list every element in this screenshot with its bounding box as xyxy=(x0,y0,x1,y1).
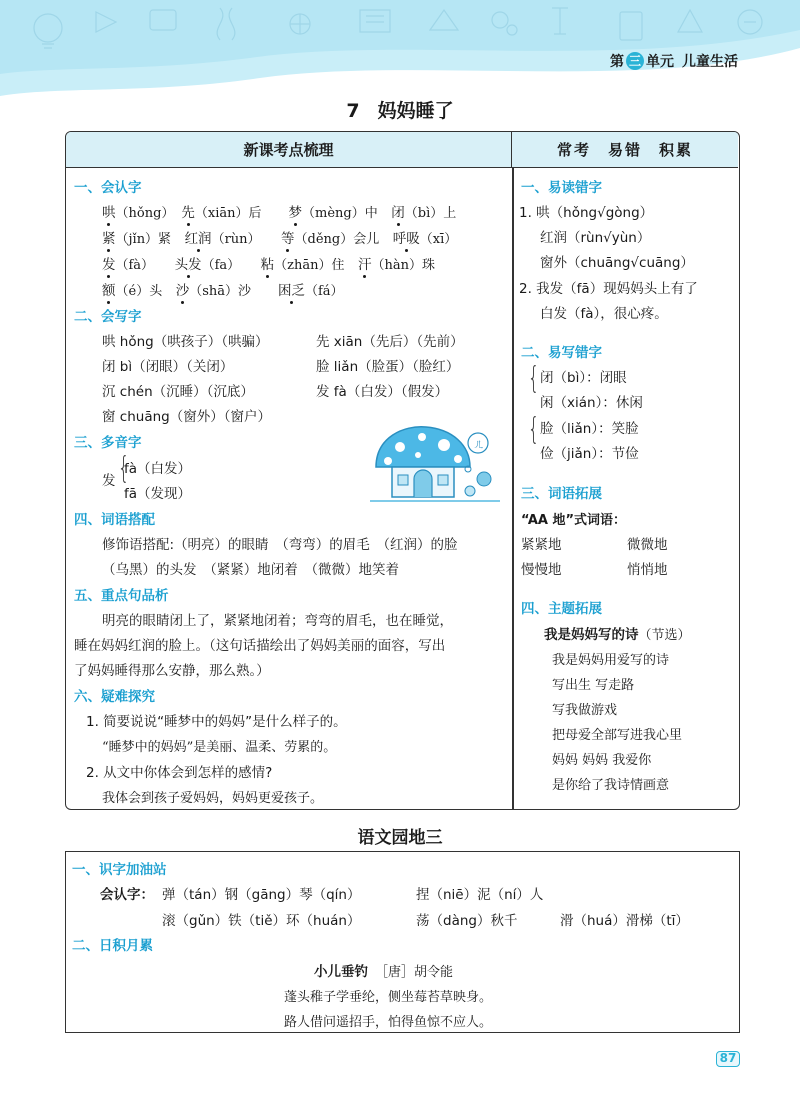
answer: “睡梦中的妈妈”是美丽、温柔、劳累的。 xyxy=(102,740,337,755)
right-column-header: 常考 易错 积累 xyxy=(512,132,738,168)
word-item: 慢慢地 xyxy=(521,562,562,578)
unit-name: 儿童生活 xyxy=(682,54,738,70)
poem-title: 我是妈妈写的诗（节选） xyxy=(544,627,691,643)
recognize-label: 会认字： xyxy=(100,887,154,903)
answer: 我体会到孩子爱妈妈，妈妈更爱孩子。 xyxy=(102,791,324,806)
write-item: 窗 chuāng（窗外）（窗户） xyxy=(102,409,271,425)
left-section-title: 五、重点句品析 xyxy=(74,588,169,604)
word-item: 悄悄地 xyxy=(627,562,668,578)
collocation-line: 修饰语搭配:（明亮）的眼睛 （弯弯）的眉毛 （红润）的脸 xyxy=(102,537,458,553)
word-pattern-label: “AA 地”式词语： xyxy=(521,513,627,528)
analysis-line: 睡在妈妈红润的脸上。（这句话描绘出了妈妈美丽的面容，写出 xyxy=(74,638,446,654)
garden-char-group: 捏（niē）泥（ní）人 xyxy=(416,887,544,903)
miswrite-line: 闲（xián）：休闲 xyxy=(540,395,643,411)
write-item: 闭 bì（闭眼）（关闭） xyxy=(102,359,234,375)
write-item: 发 fà（白发）（假发） xyxy=(316,384,449,400)
analysis-line: 了妈妈睡得那么安静，那么熟。） xyxy=(74,663,270,679)
right-section-title: 三、词语拓展 xyxy=(521,486,602,502)
polyphone-reading: fā（发现） xyxy=(124,486,192,502)
garden-section-title: 一、识字加油站 xyxy=(72,862,167,878)
garden-title: 语文园地三 xyxy=(357,828,443,848)
poem-line: 是你给了我诗情画意 xyxy=(552,778,670,793)
question: 2. 从文中你体会到怎样的感情? xyxy=(86,765,273,781)
write-item: 先 xiān（先后）（先前） xyxy=(316,334,464,350)
lesson-name: 妈妈睡了 xyxy=(377,100,454,122)
write-item: 哄 hǒng（哄孩子）（哄骗） xyxy=(102,334,269,350)
page-number: 87 xyxy=(716,1051,740,1067)
miswrite-line: 俭（jiǎn）：节俭 xyxy=(540,446,639,462)
misread-line: 2. 我发（fā）现妈妈头上有了 xyxy=(519,281,698,297)
question: 1. 简要说说“睡梦中的妈妈”是什么样子的。 xyxy=(86,714,347,730)
miswrite-line: 闭（bì）：闭眼 xyxy=(540,370,627,386)
write-item: 沉 chén（沉睡）（沉底） xyxy=(102,384,254,400)
poem-line: 把母爱全部写进我心里 xyxy=(552,728,683,743)
recognize-row: 发（fà） 头发（fa） 粘（zhān）住 汗（hàn）珠 xyxy=(102,257,435,273)
unit-prefix: 第 xyxy=(610,54,624,70)
left-section-title: 四、词语搭配 xyxy=(74,512,155,528)
svg-text:ㄦ: ㄦ xyxy=(473,437,486,451)
garden-section-title: 二、日积月累 xyxy=(72,938,153,954)
recognize-row: 额（é）头 沙（shā）沙 困乏（fá） xyxy=(102,283,344,299)
polyphone-char: 发 xyxy=(102,473,116,489)
left-column-header: 新课考点梳理 xyxy=(66,132,512,168)
misread-line: 1. 哄（hǒng√gòng） xyxy=(519,205,654,221)
garden-char-group: 滑（huá）滑梯（tī） xyxy=(560,913,689,929)
garden-char-group: 弹（tán）钢（gāng）琴（qín） xyxy=(162,887,361,903)
poem-line: 写出生 写走路 xyxy=(552,678,635,693)
unit-suffix: 单元 xyxy=(646,54,674,70)
recognize-row: 哄（hǒng） 先（xiān）后 梦（mèng）中 闭（bì）上 xyxy=(102,205,457,221)
poem-heading: 小儿垂钓 ［唐］胡令能 xyxy=(314,964,454,980)
poem-line: 妈妈 妈妈 我爱你 xyxy=(552,753,652,768)
word-item: 微微地 xyxy=(627,537,668,553)
poem-line: 蓬头稚子学垂纶，侧坐莓苔草映身。 xyxy=(284,990,493,1005)
write-item: 脸 liǎn（脸蛋）（脸红） xyxy=(316,359,460,375)
right-section-title: 四、主题拓展 xyxy=(521,601,602,617)
brace: { xyxy=(527,361,540,396)
miswrite-line: 脸（liǎn）：笑脸 xyxy=(540,421,639,437)
word-item: 紧紧地 xyxy=(521,537,562,553)
left-section-title: 三、多音字 xyxy=(74,435,142,451)
poem-line: 写我做游戏 xyxy=(552,703,618,718)
column-divider xyxy=(512,168,514,810)
garden-char-group: 荡（dàng）秋千 xyxy=(416,913,518,929)
right-section-title: 二、易写错字 xyxy=(521,345,602,361)
left-section-title: 六、疑难探究 xyxy=(74,689,155,705)
left-section-title: 二、会写字 xyxy=(74,309,142,325)
poem-line: 路人借问遥招手，怕得鱼惊不应人。 xyxy=(284,1015,493,1030)
unit-number-badge: 三 xyxy=(626,52,644,70)
left-section-title: 一、会认字 xyxy=(74,180,142,196)
garden-char-group: 滚（gǔn）铁（tiě）环（huán） xyxy=(162,913,361,929)
unit-label xyxy=(610,51,738,71)
collocation-line: （乌黑）的头发 （紧紧）地闭着 （微微）地笑着 xyxy=(102,562,399,578)
mushroom-house-illustration xyxy=(370,423,500,505)
polyphone-reading: fà（白发） xyxy=(124,461,192,477)
brace: { xyxy=(117,451,130,486)
poem-line: 我是妈妈用爱写的诗 xyxy=(552,653,670,668)
right-section-title: 一、易读错字 xyxy=(521,180,602,196)
brace: { xyxy=(527,412,540,447)
misread-line: 红润（rùn√yùn） xyxy=(540,230,651,246)
lesson-title xyxy=(0,96,800,123)
garden-panel xyxy=(65,851,740,1033)
header-band xyxy=(0,0,800,110)
recognize-row: 紧（jǐn）紧 红润（rùn） 等（děng）会儿 呼吸（xī） xyxy=(102,231,458,247)
analysis-line: 明亮的眼睛闭上了，紧紧地闭着；弯弯的眉毛，也在睡觉， xyxy=(102,613,453,629)
misread-line: 窗外（chuāng√cuāng） xyxy=(540,255,694,271)
misread-line: 白发（fà），很心疼。 xyxy=(540,306,668,322)
lesson-number: 7 xyxy=(346,100,360,122)
